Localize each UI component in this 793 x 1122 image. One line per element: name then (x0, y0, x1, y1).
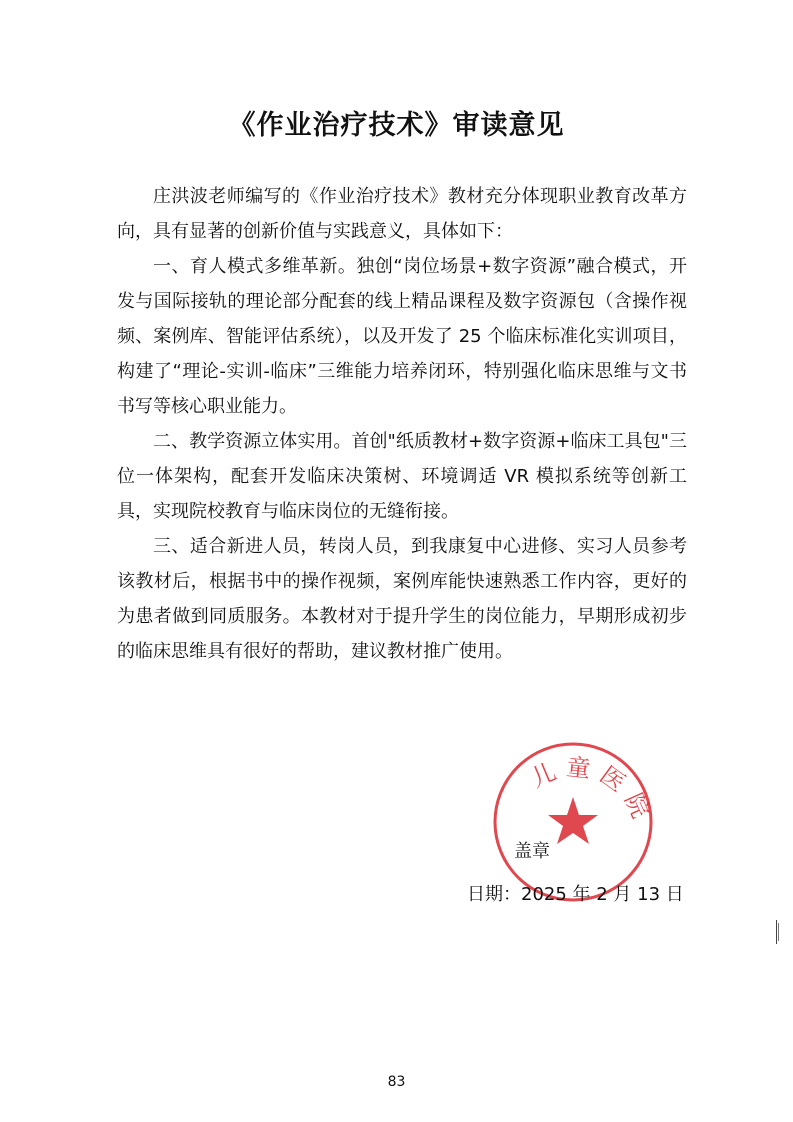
stamp-label: 盖章 (514, 841, 550, 862)
document-body (117, 179, 687, 669)
paragraph-point-2: 二、教学资源立体实用。首创"纸质教材+数字资源+临床工具包"三位一体架构，配套开发临床决策树、环境调适 VR 模拟系统等创新工具，实现院校教育与临床岗位的无缝衔接。 (117, 431, 687, 522)
paragraph-intro: 庄洪波老师编写的《作业治疗技术》教材充分体现职业教育改革方向，具有显著的创新价值与实践意义，具体如下： (117, 186, 687, 242)
signature-date: 日期：2025 年 2 月 13 日 (467, 884, 684, 905)
document-title: 《作业治疗技术》审读意见 (228, 110, 565, 141)
scan-edge-mark (776, 920, 780, 944)
paragraph-point-1: 一、育人模式多维革新。独创“岗位场景+数字资源”融合模式，开发与国际接轨的理论部分配套的线上精品课程及数字资源包（含操作视频、案例库、智能评估系统），以及开发了 25 个临床标准化实训项目，构建了“理论-实训-临床”三维能力培养闭环，特别强化临床思维与文书书写等核心职业能力。 (117, 256, 687, 417)
page-number: 83 (387, 1074, 406, 1090)
paragraph-point-3: 三、适合新进人员，转岗人员，到我康复中心进修、实习人员参考该教材后，根据书中的操作视频，案例库能快速熟悉工作内容，更好的为患者做到同质服务。本教材对于提升学生的岗位能力，早期形成初步的临床思维具有很好的帮助，建议教材推广使用。 (117, 536, 687, 662)
seal-text: 儿童医院 (526, 752, 658, 830)
seal-star-icon (548, 797, 598, 844)
